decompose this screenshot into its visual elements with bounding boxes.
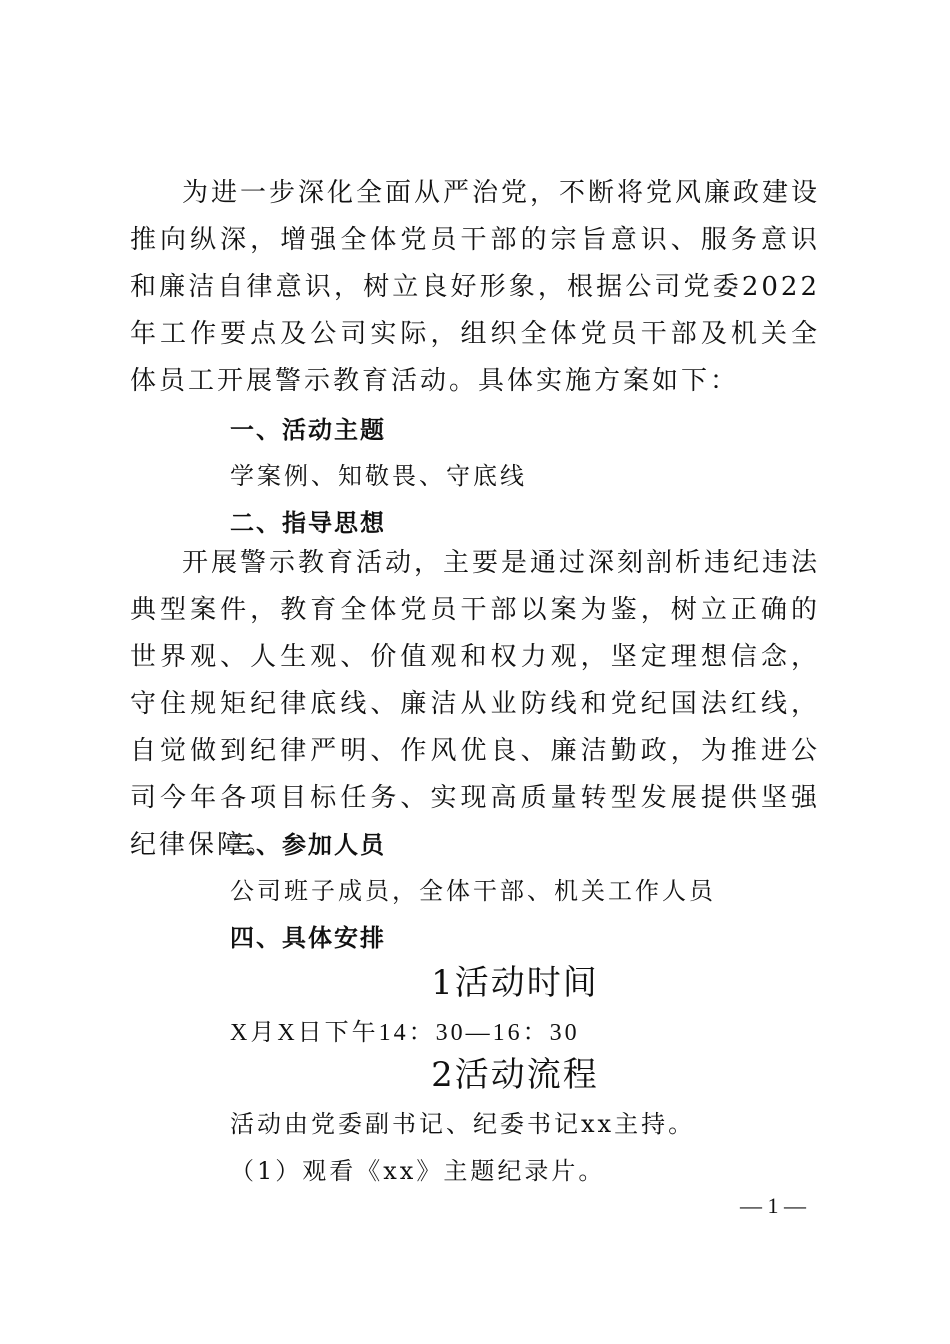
- subsection-title-time: 1活动时间: [431, 963, 599, 1003]
- page-number: — 1 —: [740, 1193, 806, 1218]
- section-heading-guiding-thought: 二、指导思想: [230, 509, 386, 537]
- section-heading-arrangements: 四、具体安排: [230, 924, 386, 952]
- process-item-1: （1）观看《xx》主题纪录片。: [230, 1157, 606, 1185]
- subsection-body-time: X月X日下午14：30—16：30: [230, 1020, 580, 1046]
- section-body-guiding-thought: 开展警示教育活动，主要是通过深刻剖析违纪违法典型案件，教育全体党员干部以案为鉴，树立正确的世界观、人生观、价值观和权力观，坚定理想信念，守住规矩纪律底线、廉洁从业防线和党纪国法红线，自觉做到纪律严明、作风优良、廉洁勤政，为推进公司今年各项目标任务、实现高质量转型发展提供坚强纪律保障。: [130, 548, 821, 860]
- subsection-title-process: 2活动流程: [431, 1055, 599, 1095]
- section-body-theme: 学案例、知敬畏、守底线: [230, 462, 527, 490]
- intro-paragraph: 为进一步深化全面从严治党，不断将党风廉政建设推向纵深，增强全体党员干部的宗旨意识、服务意识和廉洁自律意识，树立良好形象，根据公司党委2022年工作要点及公司实际，组织全体党员干部及机关全体员工开展警示教育活动。具体实施方案如下：: [130, 178, 821, 396]
- guiding-thought-block: [130, 540, 820, 869]
- section-heading-theme: 一、活动主题: [230, 416, 386, 444]
- subsection-body-process: 活动由党委副书记、纪委书记xx主持。: [230, 1110, 696, 1138]
- section-heading-participants: 三、参加人员: [230, 831, 386, 859]
- section-body-participants: 公司班子成员，全体干部、机关工作人员: [230, 877, 716, 905]
- intro-paragraph-block: [130, 170, 820, 405]
